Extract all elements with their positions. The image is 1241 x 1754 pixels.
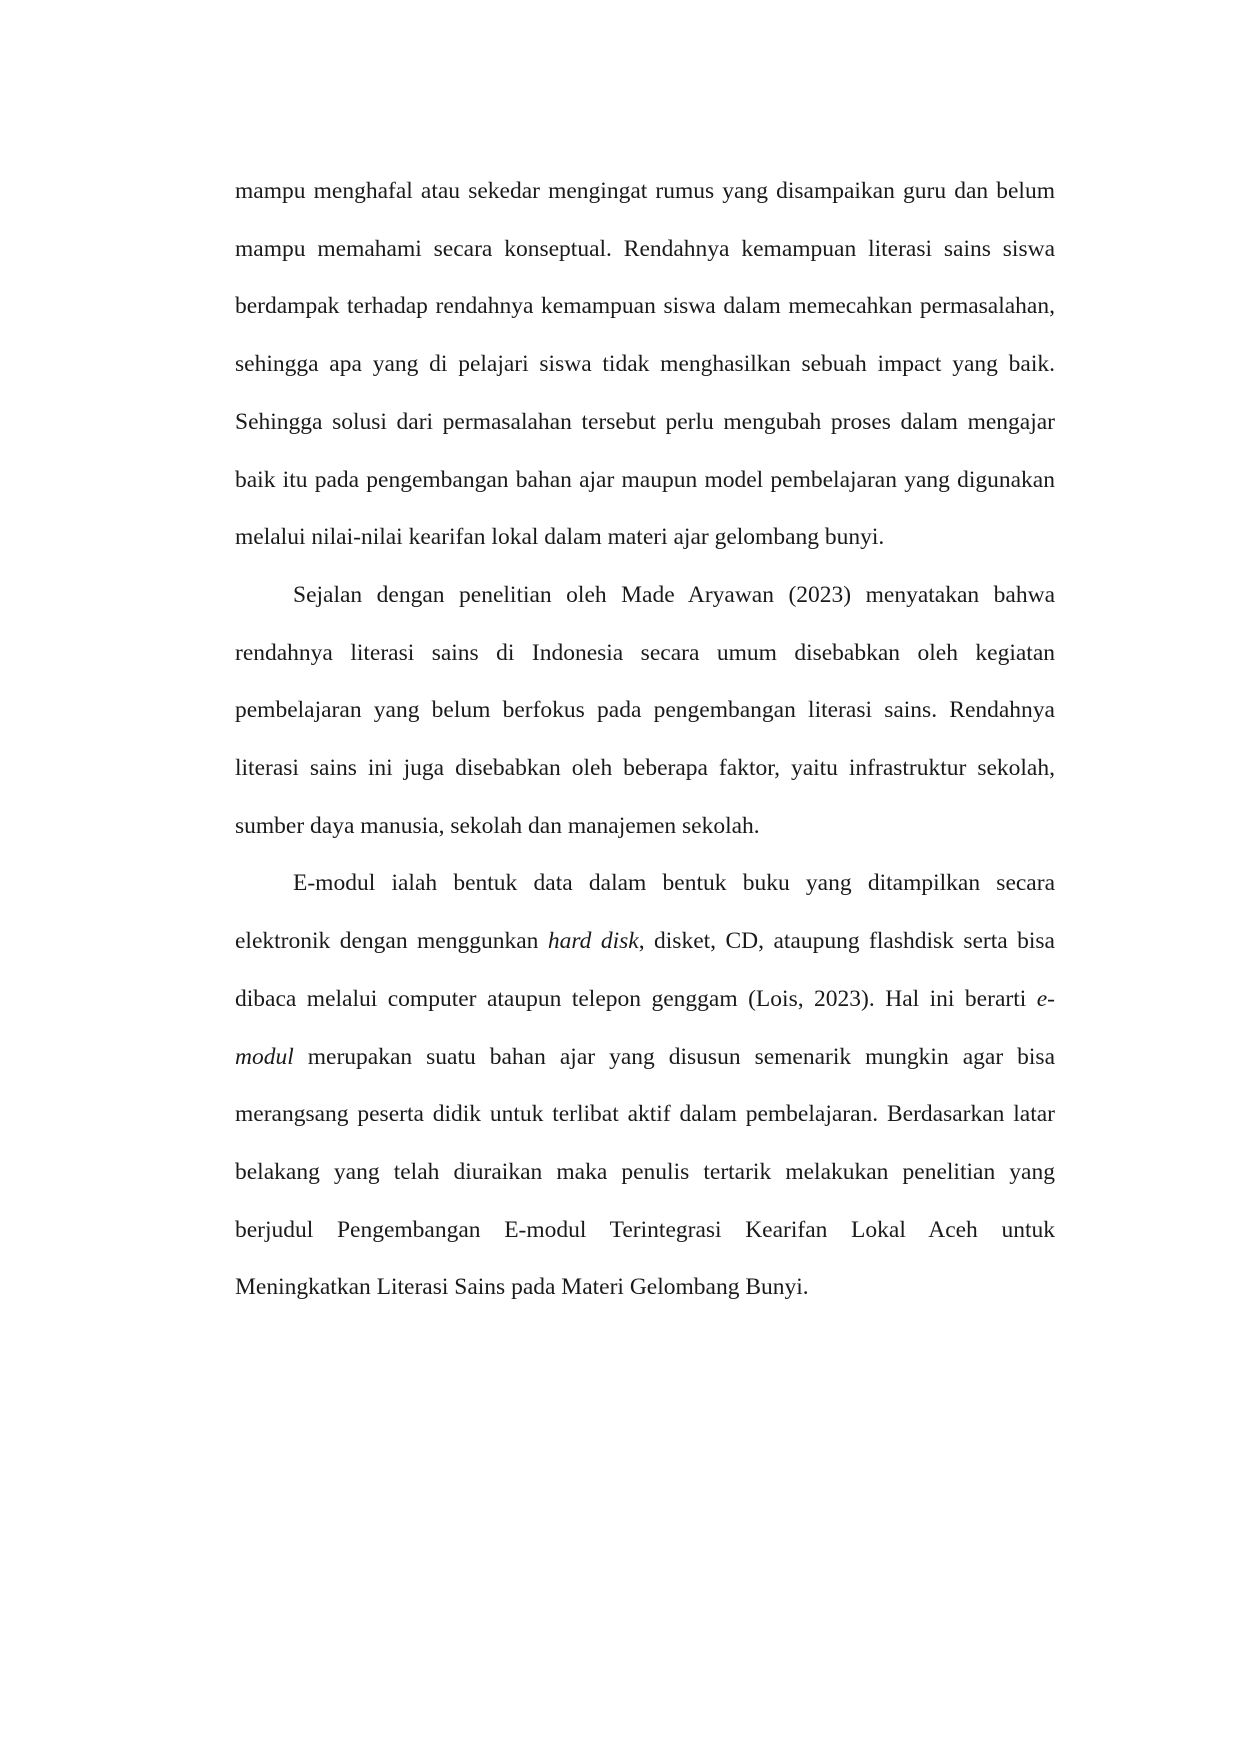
paragraph-3-text-1: E-modul ialah bentuk data dalam bentuk buku yang ditampilkan secara elektronik dengan menggunkan [235,870,1055,955]
paragraph-2: Sejalan dengan penelitian oleh Made Aryawan (2023) menyatakan bahwa rendahnya literasi sains di Indonesia secara umum disebabkan oleh kegiatan pembelajaran yang belum berfokus pada pengembangan literasi sains. Rendahnya literasi sains ini juga disebabkan oleh beberapa faktor, yaitu infrastruktur sekolah, sumber daya manusia, sekolah dan manajemen sekolah. [235,581,1055,839]
paragraph-3-italic-2: e-modul [235,985,1055,1070]
paragraph-3 [235,855,1055,1317]
paragraph-3-italic-1: hard disk [547,928,639,955]
paragraph-3-text-3: merupakan suatu bahan ajar yang disusun semenarik mungkin agar bisa merangsang peserta didik untuk terlibat aktif dalam pembelajaran. Berdasarkan latar belakang yang telah diuraikan maka penulis tertarik melakukan penelitian yang berjudul Pengembangan E-modul Terintegrasi Kearifan Lokal Aceh untuk Meningkatkan Literasi Sains pada Materi Gelombang Bunyi. [235,1043,1055,1301]
body-text [235,163,1055,1317]
paragraph-3-text-2: , disket, CD, ataupung flashdisk serta bisa dibaca melalui computer ataupun telepon genggam (Lois, 2023). Hal ini berarti [235,928,1055,1012]
paragraph-1: mampu menghafal atau sekedar mengingat rumus yang disampaikan guru dan belum mampu memahami secara konseptual. Rendahnya kemampuan literasi sains siswa berdampak terhadap rendahnya kemampuan siswa dalam memecahkan permasalahan, sehingga apa yang di pelajari siswa tidak menghasilkan sebuah impact yang baik. Sehingga solusi dari permasalahan tersebut perlu mengubah proses dalam mengajar baik itu pada pengembangan bahan ajar maupun model pembelajaran yang digunakan melalui nilai-nilai kearifan lokal dalam materi ajar gelombang bunyi. [235,178,1055,551]
